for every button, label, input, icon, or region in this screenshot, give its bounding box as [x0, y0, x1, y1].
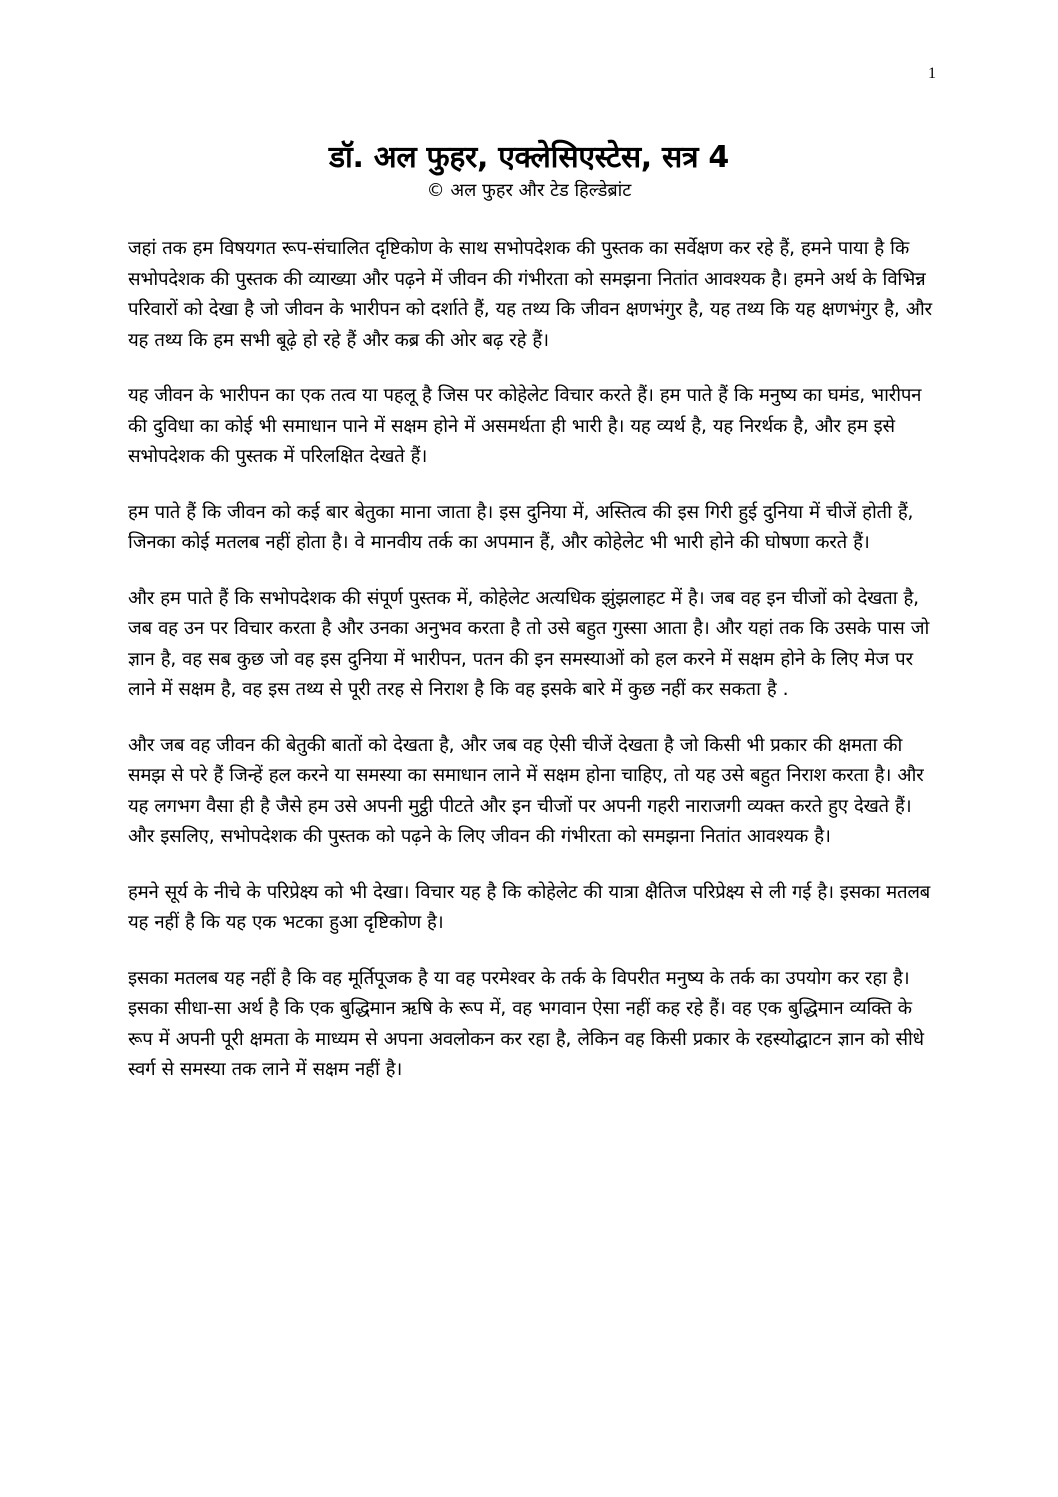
paragraph-4: और हम पाते हैं कि सभोपदेशक की संपूर्ण पुस्तक में, कोहेलेट अत्यधिक झुंझलाहट में है। जब वह इन चीजों को देखता है, जब वह उन पर विचार करता है और उनका अनुभव करता है तो उसे बहुत गुस्सा आता है। और यहां तक कि उसके पास जो ज्ञान है, वह सब कुछ जो वह इस दुनिया में भारीपन, पतन की इन समस्याओं को हल करने में सक्षम होने के लिए मेज पर लाने में सक्षम है, वह इस तथ्य से पूरी तरह से निराश है कि वह इसके बारे में कुछ नहीं कर सकता है .: [128, 587, 930, 700]
document-title: डॉ. अल फुहर, एक्लेसिएस्टेस, सत्र 4: [328, 140, 730, 175]
paragraph-7: इसका मतलब यह नहीं है कि वह मूर्तिपूजक है या वह परमेश्वर के तर्क के विपरीत मनुष्य के तर्क का उपयोग कर रहा है। इसका सीधा-सा अर्थ है कि एक बुद्धिमान ऋषि के रूप में, वह भगवान ऐसा नहीं कह रहे हैं। वह एक बुद्धिमान व्यक्ति के रूप में अपनी पूरी क्षमता के माध्यम से अपना अवलोकन कर रहा है, लेकिन वह किसी प्रकार के रहस्योद्घाटन ज्ञान को सीधे स्वर्ग से समस्या तक लाने में सक्षम नहीं है।: [128, 967, 924, 1080]
page-number: 1: [928, 65, 936, 82]
copyright-line: © अल फुहर और टेड हिल्डेब्रांट: [426, 180, 632, 201]
paragraph-5: और जब वह जीवन की बेतुकी बातों को देखता है, और जब वह ऐसी चीजें देखता है जो किसी भी प्रकार की क्षमता की समझ से परे हैं जिन्हें हल करने या समस्या का समाधान लाने में सक्षम होना चाहिए, तो यह उसे बहुत निराश करता है। और यह लगभग वैसा ही है जैसे हम उसे अपनी मुट्ठी पीटते और इन चीजों पर अपनी गहरी नाराजगी व्यक्त करते हुए देखते हैं। और इसलिए, सभोपदेशक की पुस्तक को पढ़ने के लिए जीवन की गंभीरता को समझना नितांत आवश्यक है।: [128, 734, 924, 847]
paragraph-6: हमने सूर्य के नीचे के परिप्रेक्ष्य को भी देखा। विचार यह है कि कोहेलेट की यात्रा क्षैतिज परिप्रेक्ष्य से ली गई है। इसका मतलब यह नहीं है कि यह एक भटका हुआ दृष्टिकोण है।: [128, 881, 931, 933]
paragraph-3: हम पाते हैं कि जीवन को कई बार बेतुका माना जाता है। इस दुनिया में, अस्तित्व की इस गिरी हुई दुनिया में चीजें होती हैं, जिनका कोई मतलब नहीं होता है। वे मानवीय तर्क का अपमान हैं, और कोहेलेट भी भारी होने की घोषणा करते हैं।: [128, 501, 914, 553]
paragraph-1: जहां तक हम विषयगत रूप-संचालित दृष्टिकोण के साथ सभोपदेशक की पुस्तक का सर्वेक्षण कर रहे हैं, हमने पाया है कि सभोपदेशक की पुस्तक की व्याख्या और पढ़ने में जीवन की गंभीरता को समझना नितांत आवश्यक है। हमने अर्थ के विभिन्न परिवारों को देखा है जो जीवन के भारीपन को दर्शाते हैं, यह तथ्य कि जीवन क्षणभंगुर है, यह तथ्य कि यह क्षणभंगुर है, और यह तथ्य कि हम सभी बूढ़े हो रहे हैं और कब्र की ओर बढ़ रहे हैं।: [128, 238, 932, 351]
paragraph-2: यह जीवन के भारीपन का एक तत्व या पहलू है जिस पर कोहेलेट विचार करते हैं। हम पाते हैं कि मनुष्य का घमंड, भारीपन की दुविधा का कोई भी समाधान पाने में सक्षम होने में असमर्थता ही भारी है। यह व्यर्थ है, यह निरर्थक है, और हम इसे सभोपदेशक की पुस्तक में परिलक्षित देखते हैं।: [128, 385, 922, 467]
document-body: [128, 234, 934, 1111]
